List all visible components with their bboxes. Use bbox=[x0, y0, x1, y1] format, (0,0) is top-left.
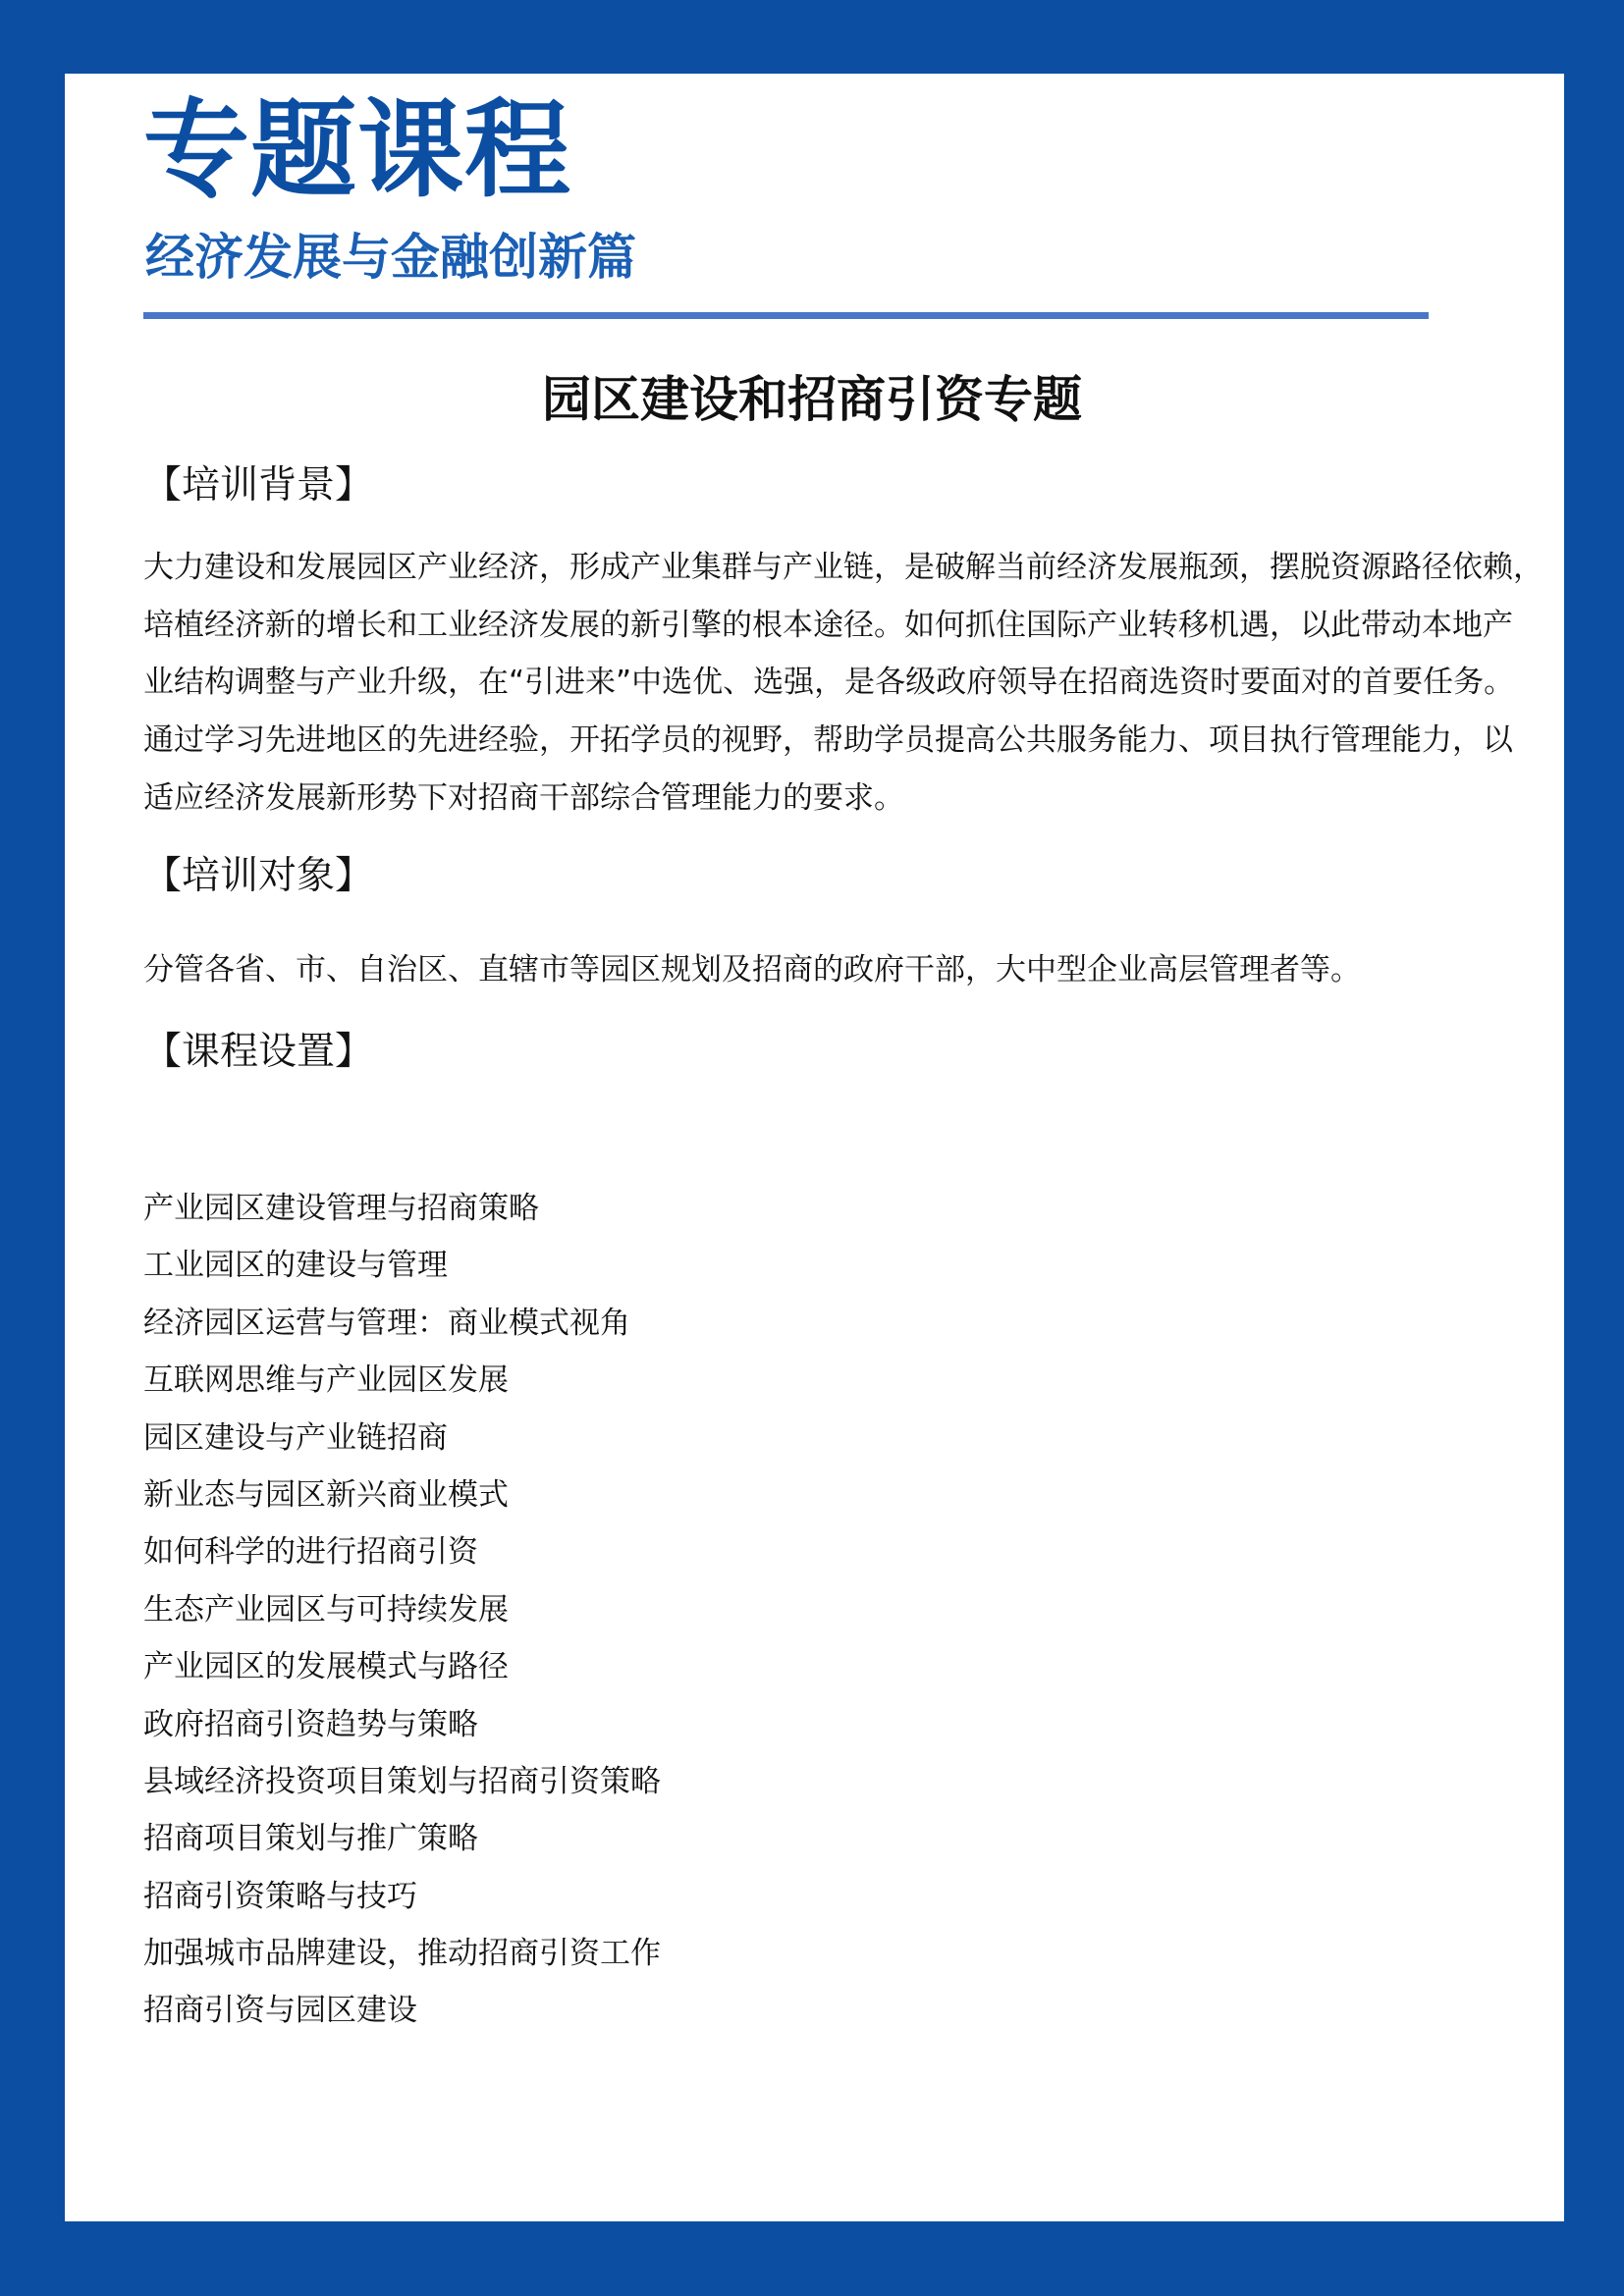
document-sheet bbox=[65, 74, 1564, 2221]
course-item: 加强城市品牌建设，推动招商引资工作 bbox=[143, 1936, 661, 1972]
course-item: 生态产业园区与可持续发展 bbox=[143, 1591, 509, 1628]
course-item: 产业园区建设管理与招商策略 bbox=[143, 1191, 539, 1226]
course-list bbox=[143, 1180, 661, 2040]
course-item: 互联网思维与产业园区发展 bbox=[143, 1362, 509, 1399]
course-item: 招商项目策划与推广策略 bbox=[143, 1821, 478, 1857]
course-item: 新业态与园区新兴商业模式 bbox=[143, 1476, 509, 1513]
background-line: 业结构调整与产业升级，在“引进来”中选优、选强，是各级政府领导在招商选资时要面对的首要任务。 bbox=[143, 665, 1515, 700]
section-heading-background: 【培训背景】 bbox=[143, 463, 374, 507]
course-item: 政府招商引资趋势与策略 bbox=[143, 1706, 478, 1742]
course-item: 经济园区运营与管理：商业模式视角 bbox=[143, 1305, 630, 1341]
course-item: 园区建设与产业链招商 bbox=[143, 1419, 448, 1456]
course-item: 招商引资策略与技巧 bbox=[143, 1878, 417, 1914]
background-line: 培植经济新的增长和工业经济发展的新引擎的根本途径。如何抓住国际产业转移机遇，以此带动本地产 bbox=[143, 608, 1513, 643]
brand-title: 专题课程 bbox=[143, 89, 572, 212]
document-title: 园区建设和招商引资专题 bbox=[542, 371, 1082, 428]
header-divider bbox=[143, 312, 1429, 319]
course-item: 县域经济投资项目策划与招商引资策略 bbox=[143, 1763, 661, 1799]
audience-text: 分管各省、市、自治区、直辖市等园区规划及招商的政府干部，大中型企业高层管理者等。 bbox=[143, 952, 1361, 988]
course-item: 工业园区的建设与管理 bbox=[143, 1248, 448, 1284]
section-heading-audience: 【培训对象】 bbox=[143, 854, 374, 898]
background-line: 适应经济发展新形势下对招商干部综合管理能力的要求。 bbox=[143, 780, 904, 816]
brand-subtitle: 经济发展与金融创新篇 bbox=[145, 229, 636, 286]
course-item: 招商引资与园区建设 bbox=[143, 1993, 417, 2029]
course-item: 如何科学的进行招商引资 bbox=[143, 1534, 478, 1571]
background-line: 通过学习先进地区的先进经验，开拓学员的视野，帮助学员提高公共服务能力、项目执行管理能力，以 bbox=[143, 722, 1513, 758]
section-heading-courses: 【课程设置】 bbox=[143, 1030, 374, 1074]
background-line: 大力建设和发展园区产业经济，形成产业集群与产业链，是破解当前经济发展瓶颈，摆脱资源路径依赖， bbox=[143, 550, 1543, 585]
course-item: 产业园区的发展模式与路径 bbox=[143, 1649, 509, 1685]
